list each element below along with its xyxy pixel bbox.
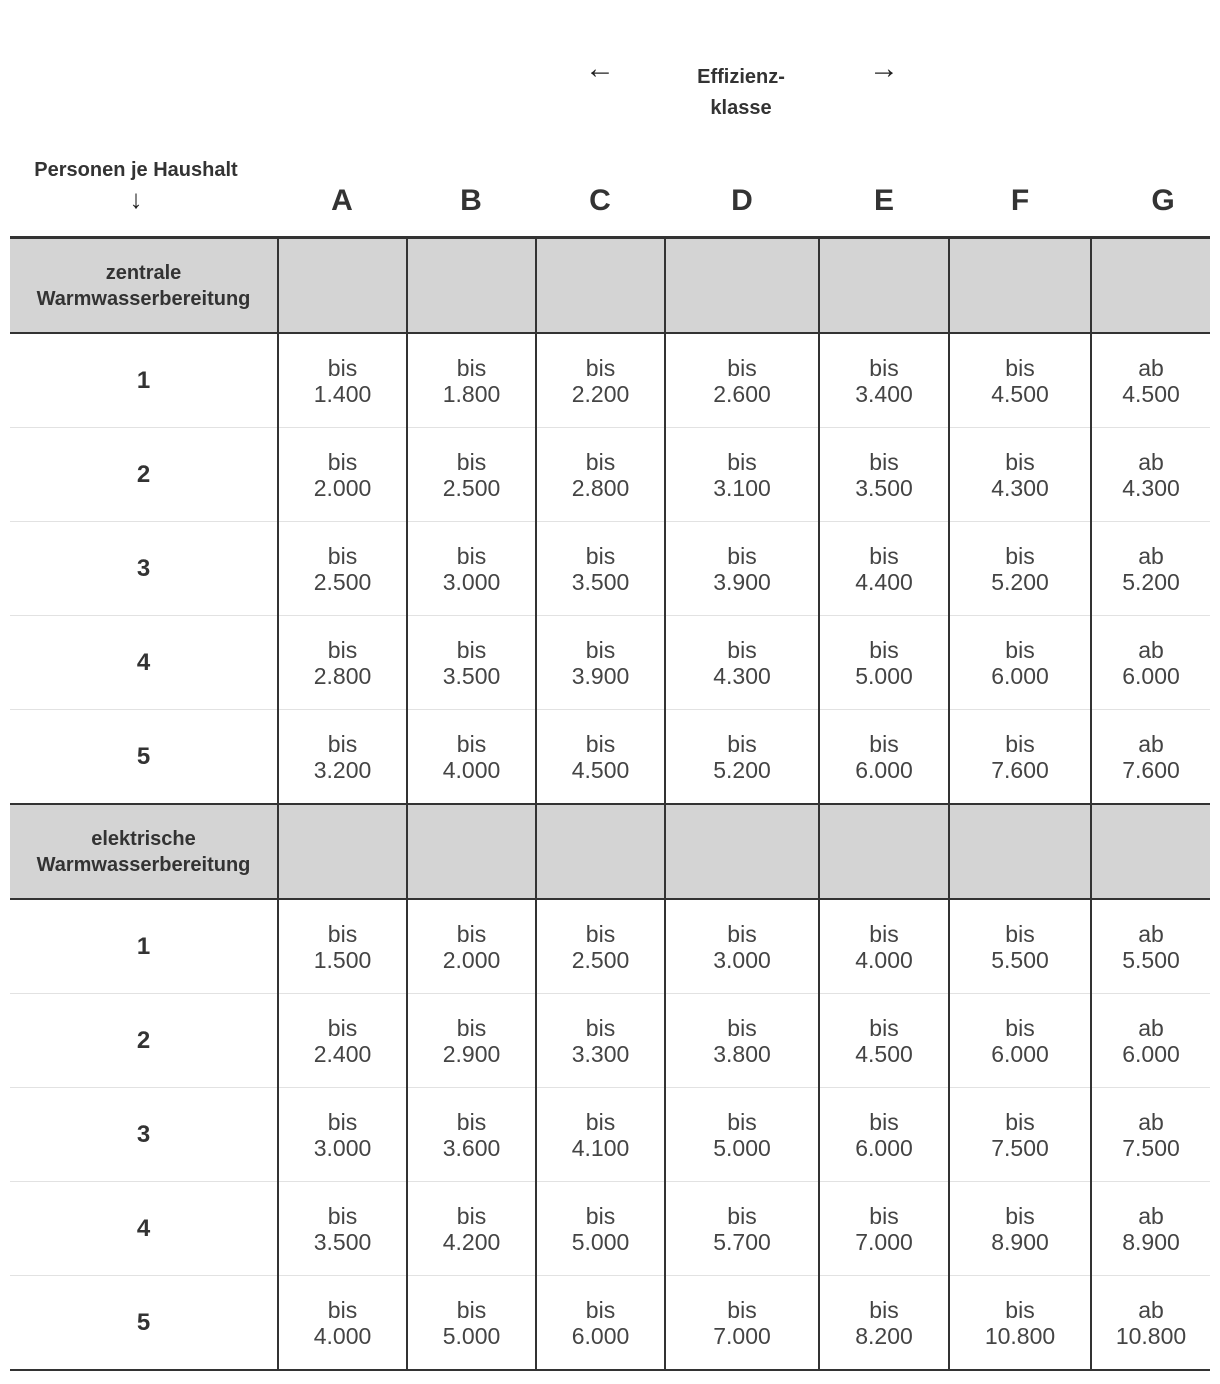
persons-count: 3 <box>10 522 278 616</box>
cell-prefix: bis <box>585 354 616 381</box>
cell-value: 2.800 <box>571 474 630 501</box>
consumption-cell-g <box>1091 710 1210 805</box>
consumption-cell-a <box>278 333 407 428</box>
cell-value: 6.000 <box>855 1134 913 1161</box>
section-title-line1: zentrale <box>105 261 182 284</box>
persons-count: 1 <box>10 333 278 428</box>
persons-count: 1 <box>10 899 278 994</box>
cell-value: 3.000 <box>442 568 501 595</box>
consumption-cell-b <box>407 1182 536 1276</box>
cell-prefix: ab <box>1138 1296 1164 1323</box>
cell-value: 3.400 <box>855 380 913 407</box>
consumption-cell-a <box>278 899 407 994</box>
table-header <box>0 0 1220 238</box>
column-header-b: B <box>460 184 482 217</box>
cell-prefix: bis <box>869 1014 899 1041</box>
cell-value: 3.800 <box>713 1040 771 1067</box>
cell-prefix: bis <box>585 1202 616 1229</box>
cell-value: 2.500 <box>571 946 630 973</box>
cell-value: 1.500 <box>313 946 372 973</box>
section-empty-cell <box>819 238 949 334</box>
cell-value: 4.500 <box>855 1040 913 1067</box>
cell-value: 7.000 <box>855 1228 913 1255</box>
persons-count: 5 <box>10 710 278 805</box>
cell-prefix: bis <box>869 636 899 663</box>
cell-value: 2.500 <box>442 474 501 501</box>
cell-value: 5.000 <box>855 662 913 689</box>
consumption-cell-d <box>665 899 819 994</box>
section-empty-cell <box>536 804 665 899</box>
cell-prefix: bis <box>869 730 899 757</box>
cell-prefix: ab <box>1138 636 1164 663</box>
persons-count: 3 <box>10 1088 278 1182</box>
cell-prefix: bis <box>727 1014 757 1041</box>
cell-prefix: bis <box>327 920 358 947</box>
cell-prefix: bis <box>327 354 358 381</box>
consumption-cell-d <box>665 428 819 522</box>
consumption-cell-e <box>819 899 949 994</box>
cell-value: 6.000 <box>1122 662 1180 689</box>
consumption-cell-g <box>1091 333 1210 428</box>
cell-value: 4.500 <box>1122 380 1180 407</box>
section-title <box>10 238 278 334</box>
cell-prefix: bis <box>1005 636 1035 663</box>
consumption-cell-f <box>949 1088 1091 1182</box>
cell-value: 3.000 <box>713 946 771 973</box>
consumption-cell-a <box>278 710 407 805</box>
consumption-cell-a <box>278 994 407 1088</box>
consumption-cell-c <box>536 710 665 805</box>
section-title-line2: Warmwasserbereitung <box>36 287 251 310</box>
cell-prefix: bis <box>1005 920 1035 947</box>
cell-prefix: bis <box>869 1108 899 1135</box>
efficiency-label-line1: Effizienz- <box>697 66 785 88</box>
cell-value: 6.000 <box>855 756 913 783</box>
cell-prefix: ab <box>1138 920 1164 947</box>
consumption-cell-g <box>1091 1276 1210 1371</box>
right-arrow-icon: → <box>869 52 899 85</box>
section-title-line2: Warmwasserbereitung <box>36 853 251 876</box>
section-empty-cell <box>665 804 819 899</box>
cell-value: 10.800 <box>1115 1322 1187 1349</box>
efficiency-label-line2: klasse <box>710 97 772 119</box>
cell-value: 7.600 <box>1122 756 1180 783</box>
cell-value: 5.000 <box>571 1228 630 1255</box>
cell-prefix: bis <box>327 542 358 569</box>
cell-prefix: bis <box>456 1108 487 1135</box>
consumption-cell-f <box>949 1182 1091 1276</box>
cell-prefix: bis <box>1005 1014 1035 1041</box>
consumption-cell-b <box>407 994 536 1088</box>
cell-prefix: bis <box>456 1014 487 1041</box>
cell-prefix: ab <box>1138 1108 1164 1135</box>
consumption-cell-a <box>278 1276 407 1371</box>
cell-prefix: bis <box>727 1296 757 1323</box>
consumption-cell-d <box>665 994 819 1088</box>
left-arrow-icon: ← <box>585 52 615 85</box>
cell-value: 8.200 <box>855 1322 913 1349</box>
cell-prefix: ab <box>1138 542 1164 569</box>
consumption-cell-d <box>665 1088 819 1182</box>
cell-prefix: bis <box>327 636 358 663</box>
cell-prefix: bis <box>1005 730 1035 757</box>
section-empty-cell <box>819 804 949 899</box>
consumption-cell-f <box>949 710 1091 805</box>
cell-prefix: bis <box>456 920 487 947</box>
consumption-cell-b <box>407 333 536 428</box>
section-empty-cell <box>1091 238 1210 334</box>
cell-prefix: bis <box>727 1108 757 1135</box>
consumption-cell-f <box>949 333 1091 428</box>
consumption-cell-e <box>819 428 949 522</box>
consumption-cell-f <box>949 428 1091 522</box>
cell-prefix: bis <box>456 1202 487 1229</box>
table-row <box>10 1276 1210 1371</box>
cell-prefix: bis <box>869 1296 899 1323</box>
cell-value: 4.300 <box>991 474 1049 501</box>
table-row <box>10 428 1210 522</box>
persons-per-household-label <box>6 157 266 214</box>
table-row <box>10 710 1210 805</box>
table-row <box>10 994 1210 1088</box>
table-row <box>10 1182 1210 1276</box>
table-row <box>10 333 1210 428</box>
cell-prefix: ab <box>1138 1014 1164 1041</box>
consumption-cell-d <box>665 1276 819 1371</box>
cell-prefix: bis <box>456 1296 487 1323</box>
cell-prefix: bis <box>727 730 757 757</box>
cell-value: 2.000 <box>442 946 501 973</box>
consumption-cell-f <box>949 994 1091 1088</box>
persons-count: 2 <box>10 428 278 522</box>
consumption-cell-f <box>949 522 1091 616</box>
consumption-cell-a <box>278 1088 407 1182</box>
cell-prefix: bis <box>327 1108 358 1135</box>
cell-value: 2.400 <box>313 1040 372 1067</box>
column-header-e: E <box>873 184 895 217</box>
consumption-cell-d <box>665 710 819 805</box>
cell-prefix: bis <box>727 354 757 381</box>
cell-value: 10.800 <box>984 1322 1056 1349</box>
cell-value: 5.500 <box>1122 946 1180 973</box>
consumption-cell-e <box>819 1276 949 1371</box>
cell-value: 2.200 <box>571 380 630 407</box>
section-empty-cell <box>278 238 407 334</box>
consumption-cell-f <box>949 1276 1091 1371</box>
cell-value: 5.200 <box>1122 568 1180 595</box>
cell-value: 7.500 <box>1122 1134 1180 1161</box>
cell-value: 4.200 <box>442 1228 501 1255</box>
cell-value: 5.200 <box>713 756 771 783</box>
cell-prefix: bis <box>869 542 899 569</box>
cell-value: 6.000 <box>991 1040 1049 1067</box>
table-row <box>10 899 1210 994</box>
cell-value: 6.000 <box>991 662 1049 689</box>
down-arrow-icon: ↓ <box>129 184 143 214</box>
cell-prefix: bis <box>727 1202 757 1229</box>
cell-prefix: bis <box>327 1296 358 1323</box>
section-title <box>10 804 278 899</box>
efficiency-class-table <box>10 236 1210 1371</box>
section-empty-cell <box>1091 804 1210 899</box>
consumption-cell-b <box>407 428 536 522</box>
cell-prefix: bis <box>1005 1108 1035 1135</box>
consumption-cell-d <box>665 616 819 710</box>
cell-prefix: bis <box>456 354 487 381</box>
section-empty-cell <box>949 238 1091 334</box>
column-header-g: G <box>1151 184 1175 217</box>
consumption-cell-g <box>1091 899 1210 994</box>
cell-prefix: bis <box>1005 1202 1035 1229</box>
consumption-cell-c <box>536 616 665 710</box>
cell-value: 6.000 <box>571 1322 630 1349</box>
cell-value: 1.800 <box>442 380 501 407</box>
consumption-cell-c <box>536 899 665 994</box>
consumption-cell-b <box>407 710 536 805</box>
cell-prefix: bis <box>456 448 487 475</box>
cell-prefix: bis <box>1005 1296 1035 1323</box>
cell-prefix: bis <box>585 1296 616 1323</box>
cell-prefix: bis <box>869 1202 899 1229</box>
cell-prefix: bis <box>727 542 757 569</box>
cell-prefix: bis <box>869 448 899 475</box>
consumption-cell-b <box>407 1088 536 1182</box>
cell-prefix: bis <box>585 448 616 475</box>
cell-value: 3.900 <box>713 568 771 595</box>
cell-value: 4.000 <box>855 946 913 973</box>
consumption-cell-g <box>1091 616 1210 710</box>
persons-count: 5 <box>10 1276 278 1371</box>
column-header-d: D <box>731 184 753 217</box>
section-empty-cell <box>407 804 536 899</box>
cell-prefix: bis <box>727 920 757 947</box>
consumption-cell-d <box>665 333 819 428</box>
cell-value: 1.400 <box>313 380 372 407</box>
consumption-cell-e <box>819 333 949 428</box>
consumption-cell-c <box>536 1088 665 1182</box>
consumption-cell-b <box>407 1276 536 1371</box>
cell-prefix: bis <box>585 920 616 947</box>
cell-value: 4.400 <box>855 568 913 595</box>
section-empty-cell <box>278 804 407 899</box>
section-title-line1: elektrische <box>91 827 196 850</box>
cell-value: 3.300 <box>571 1040 630 1067</box>
cell-value: 2.900 <box>442 1040 501 1067</box>
cell-value: 7.600 <box>991 756 1049 783</box>
cell-value: 3.900 <box>571 662 630 689</box>
column-header-f: F <box>1010 184 1030 217</box>
consumption-cell-f <box>949 616 1091 710</box>
consumption-cell-f <box>949 899 1091 994</box>
cell-prefix: bis <box>869 920 899 947</box>
consumption-cell-e <box>819 710 949 805</box>
cell-prefix: bis <box>585 1108 616 1135</box>
consumption-cell-e <box>819 616 949 710</box>
consumption-cell-b <box>407 522 536 616</box>
cell-value: 4.500 <box>571 756 630 783</box>
consumption-cell-g <box>1091 428 1210 522</box>
persons-count: 4 <box>10 1182 278 1276</box>
cell-value: 4.100 <box>571 1134 630 1161</box>
cell-prefix: bis <box>327 1202 358 1229</box>
consumption-cell-a <box>278 616 407 710</box>
consumption-cell-c <box>536 522 665 616</box>
cell-prefix: bis <box>1005 354 1035 381</box>
cell-value: 3.500 <box>313 1228 372 1255</box>
cell-prefix: bis <box>869 354 899 381</box>
cell-value: 5.200 <box>991 568 1049 595</box>
cell-value: 3.000 <box>313 1134 372 1161</box>
column-header-c: C <box>589 184 611 217</box>
cell-prefix: bis <box>1005 542 1035 569</box>
cell-prefix: bis <box>456 730 487 757</box>
cell-value: 3.200 <box>313 756 372 783</box>
cell-value: 5.700 <box>713 1228 771 1255</box>
consumption-cell-c <box>536 428 665 522</box>
consumption-cell-g <box>1091 994 1210 1088</box>
cell-prefix: bis <box>456 542 487 569</box>
cell-prefix: bis <box>585 730 616 757</box>
table-row <box>10 1088 1210 1182</box>
consumption-cell-c <box>536 994 665 1088</box>
cell-prefix: ab <box>1138 730 1164 757</box>
consumption-cell-b <box>407 616 536 710</box>
cell-prefix: ab <box>1138 354 1164 381</box>
cell-value: 4.000 <box>313 1322 372 1349</box>
cell-prefix: bis <box>727 448 757 475</box>
cell-value: 3.500 <box>442 662 501 689</box>
cell-value: 5.500 <box>991 946 1049 973</box>
section-empty-cell <box>665 238 819 334</box>
persons-label-text: Personen je Haushalt <box>34 159 238 181</box>
cell-value: 2.800 <box>313 662 372 689</box>
persons-count: 2 <box>10 994 278 1088</box>
cell-prefix: bis <box>585 542 616 569</box>
cell-value: 4.500 <box>991 380 1049 407</box>
cell-value: 3.500 <box>855 474 913 501</box>
cell-value: 3.100 <box>713 474 771 501</box>
column-header-a: A <box>331 184 353 217</box>
cell-value: 5.000 <box>442 1322 501 1349</box>
cell-value: 2.600 <box>713 380 771 407</box>
cell-prefix: bis <box>327 448 358 475</box>
consumption-cell-g <box>1091 1088 1210 1182</box>
cell-value: 3.600 <box>442 1134 501 1161</box>
cell-prefix: bis <box>1005 448 1035 475</box>
cell-prefix: bis <box>327 1014 358 1041</box>
consumption-cell-e <box>819 994 949 1088</box>
section-row <box>10 804 1210 899</box>
consumption-cell-e <box>819 1088 949 1182</box>
cell-value: 5.000 <box>713 1134 771 1161</box>
consumption-cell-a <box>278 428 407 522</box>
table-row <box>10 522 1210 616</box>
consumption-cell-b <box>407 899 536 994</box>
section-empty-cell <box>536 238 665 334</box>
consumption-cell-c <box>536 1182 665 1276</box>
consumption-cell-c <box>536 1276 665 1371</box>
cell-value: 4.300 <box>1122 474 1180 501</box>
consumption-cell-g <box>1091 1182 1210 1276</box>
efficiency-class-label <box>666 62 816 124</box>
table-row <box>10 616 1210 710</box>
cell-value: 7.500 <box>991 1134 1049 1161</box>
consumption-cell-d <box>665 522 819 616</box>
cell-value: 8.900 <box>991 1228 1049 1255</box>
cell-value: 4.300 <box>713 662 771 689</box>
section-empty-cell <box>949 804 1091 899</box>
consumption-cell-e <box>819 522 949 616</box>
cell-value: 7.000 <box>713 1322 771 1349</box>
cell-prefix: ab <box>1138 448 1164 475</box>
consumption-cell-a <box>278 522 407 616</box>
cell-value: 8.900 <box>1122 1228 1180 1255</box>
cell-prefix: ab <box>1138 1202 1164 1229</box>
consumption-cell-e <box>819 1182 949 1276</box>
persons-count: 4 <box>10 616 278 710</box>
cell-value: 6.000 <box>1122 1040 1180 1067</box>
section-row <box>10 238 1210 334</box>
cell-prefix: bis <box>585 1014 616 1041</box>
cell-prefix: bis <box>585 636 616 663</box>
section-empty-cell <box>407 238 536 334</box>
cell-value: 2.500 <box>313 568 372 595</box>
cell-value: 3.500 <box>571 568 630 595</box>
consumption-cell-g <box>1091 522 1210 616</box>
cell-value: 2.000 <box>313 474 372 501</box>
consumption-cell-d <box>665 1182 819 1276</box>
cell-value: 4.000 <box>442 756 501 783</box>
cell-prefix: bis <box>456 636 487 663</box>
consumption-cell-c <box>536 333 665 428</box>
consumption-cell-a <box>278 1182 407 1276</box>
cell-prefix: bis <box>727 636 757 663</box>
cell-prefix: bis <box>327 730 358 757</box>
